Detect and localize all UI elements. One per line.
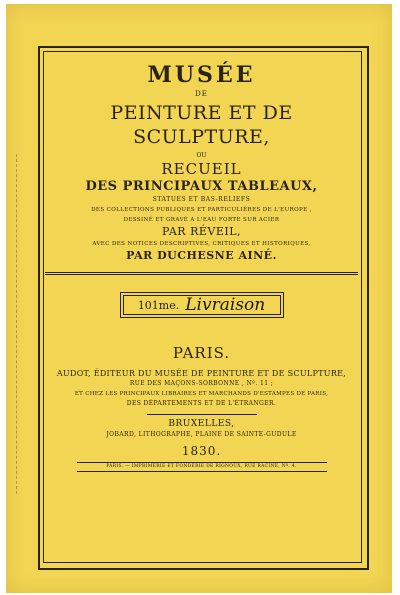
imprint-year: 1830. [181, 444, 222, 458]
imprint-publisher: AUDOT, ÉDITEUR DU MUSÉE DE PEINTURE ET DE SCULPTURE, [56, 369, 347, 378]
title-subject: PEINTURE ET DE SCULPTURE, [110, 102, 293, 148]
imprint-address: RUE DES MAÇONS-SORBONNE , Nº. 11 ; [129, 380, 274, 387]
printer-line: PARIS. — IMPRIMERIE ET FONDERIE DE RIGNOUX, RUE RACINE, Nº. 4. [77, 462, 327, 472]
short-divider [147, 414, 257, 415]
subtitle-statues: STATUES ET BAS-RELIEFS [152, 196, 251, 203]
author-duchesne: PAR DUCHESNE AINÉ. [126, 249, 277, 262]
title-de: DE [195, 90, 208, 98]
livraison-number: 101me. [137, 298, 180, 312]
title-principaux: DES PRINCIPAUX TABLEAUX, [85, 179, 318, 194]
imprint-booksellers-2: DES DÉPARTEMENTS ET DE L'ÉTRANGER. [126, 400, 277, 407]
imprint-booksellers-1: ET CHEZ LES PRINCIPAUX LIBRAIRES ET MARCHANDS D'ESTAMPES DE PARIS, [74, 391, 329, 397]
subtitle-dessine: DESSINÉ ET GRAVÉ A L'EAU FORTE SUR ACIER [123, 217, 280, 223]
imprint-lithographer: JOBARD, LITHOGRAPHE, PLAINE DE SAINTE-GUDULE [106, 431, 297, 438]
book-cover [6, 4, 392, 593]
divider-rule [45, 272, 358, 275]
binding-stitch [16, 154, 19, 494]
livraison-handwritten: Livraison [185, 295, 266, 315]
subtitle-avec: AVEC DES NOTICES DESCRIPTIVES, CRITIQUES ET HISTORIQUES, [92, 241, 311, 247]
subtitle-collections: DES COLLECTIONS PUBLIQUES ET PARTICULIÈRES DE L'EUROPE , [91, 207, 312, 213]
livraison-box [120, 292, 284, 318]
title-ou: OU [196, 152, 207, 159]
title-recueil: RECUEIL [161, 160, 242, 178]
imprint-city-2: BRUXELLES, [168, 419, 235, 429]
cover-text [45, 62, 358, 472]
imprint-city: PARIS. [172, 344, 231, 362]
title-musee: MUSÉE [147, 62, 256, 88]
author-reveil: PAR RÉVEIL, [161, 225, 242, 238]
